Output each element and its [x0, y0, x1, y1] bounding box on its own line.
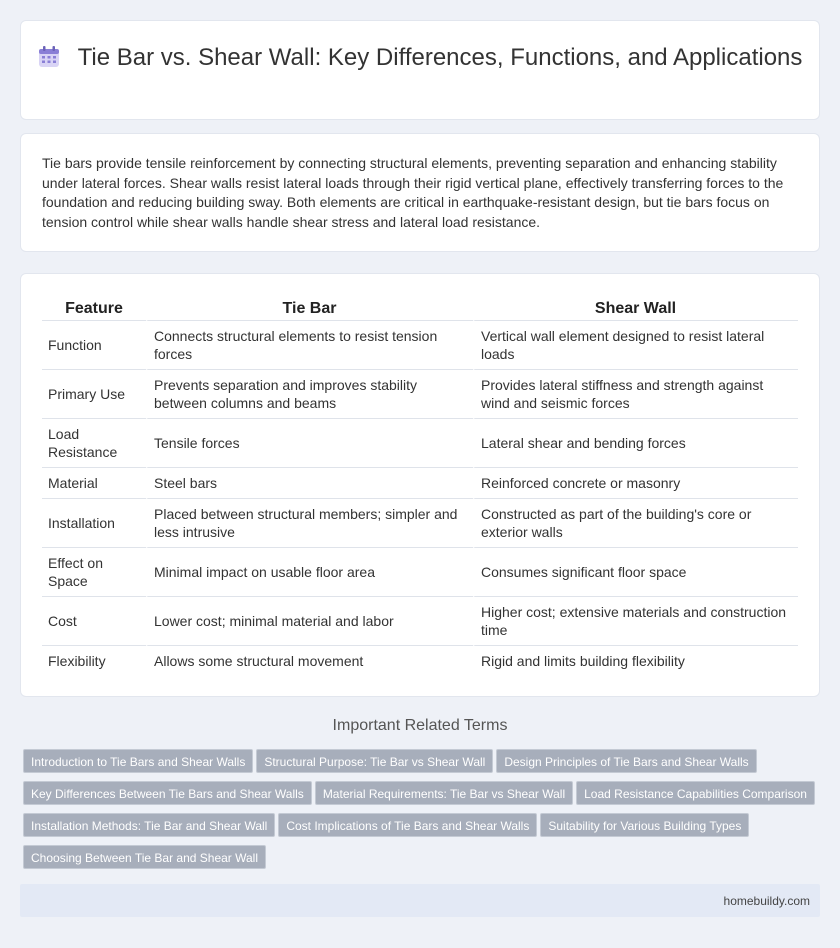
related-term-tag[interactable]: Choosing Between Tie Bar and Shear Wall	[23, 845, 266, 869]
row-tie-bar: Steel bars	[146, 467, 473, 498]
related-term-tag[interactable]: Cost Implications of Tie Bars and Shear Walls	[278, 813, 537, 837]
footer	[20, 884, 820, 917]
related-terms-tags	[23, 749, 823, 877]
related-term-tag[interactable]: Structural Purpose: Tie Bar vs Shear Wall	[256, 749, 493, 773]
comparison-table-card	[20, 273, 820, 697]
row-shear-wall: Constructed as part of the building's core or exterior walls	[473, 498, 798, 547]
row-tie-bar: Tensile forces	[146, 418, 473, 467]
page-title-wrap	[21, 43, 819, 72]
row-feature: Load Resistance	[42, 418, 146, 467]
row-shear-wall: Consumes significant floor space	[473, 547, 798, 596]
footer-site-link[interactable]: homebuildy.com	[723, 894, 810, 908]
table-row	[42, 498, 798, 547]
row-feature: Material	[42, 467, 146, 498]
related-terms-heading: Important Related Terms	[332, 717, 508, 734]
table-row	[42, 596, 798, 645]
row-tie-bar: Connects structural elements to resist tension forces	[146, 320, 473, 369]
row-feature: Primary Use	[42, 369, 146, 418]
page-title: Tie Bar vs. Shear Wall: Key Differences, Functions, and Applications	[77, 44, 803, 71]
header-shear-wall: Shear Wall	[594, 300, 677, 317]
row-feature: Function	[42, 320, 146, 369]
header-feature: Feature	[65, 300, 123, 317]
table-row	[42, 645, 798, 676]
table-row	[42, 467, 798, 498]
row-feature: Effect on Space	[42, 547, 146, 596]
header-tie-bar: Tie Bar	[282, 300, 337, 317]
table-row	[42, 369, 798, 418]
row-shear-wall: Rigid and limits building flexibility	[473, 645, 798, 676]
intro-card	[20, 133, 820, 252]
related-term-tag[interactable]: Introduction to Tie Bars and Shear Walls	[23, 749, 253, 773]
table-header-row	[42, 294, 798, 320]
intro-paragraph: Tie bars provide tensile reinforcement by connecting structural elements, preventing separation and enhancing stability under lateral forces. Shear walls resist lateral loads through their rigid vertical plane, effectively transferring forces to the foundation and reducing building sway. Both elements are critical in earthquake-resistant design, but tie bars focus on tension control while shear walls handle shear stress and lateral load resistance.	[42, 155, 784, 230]
row-shear-wall: Vertical wall element designed to resist lateral loads	[473, 320, 798, 369]
related-term-tag[interactable]: Design Principles of Tie Bars and Shear Walls	[496, 749, 756, 773]
related-term-tag[interactable]: Load Resistance Capabilities Comparison	[576, 781, 815, 805]
row-tie-bar: Placed between structural members; simpler and less intrusive	[146, 498, 473, 547]
row-shear-wall: Lateral shear and bending forces	[473, 418, 798, 467]
row-shear-wall: Reinforced concrete or masonry	[473, 467, 798, 498]
related-term-tag[interactable]: Installation Methods: Tie Bar and Shear Wall	[23, 813, 275, 837]
row-shear-wall: Higher cost; extensive materials and construction time	[473, 596, 798, 645]
row-tie-bar: Minimal impact on usable floor area	[146, 547, 473, 596]
table-row	[42, 418, 798, 467]
row-tie-bar: Allows some structural movement	[146, 645, 473, 676]
calendar-icon	[38, 46, 60, 68]
row-shear-wall: Provides lateral stiffness and strength against wind and seismic forces	[473, 369, 798, 418]
row-feature: Cost	[42, 596, 146, 645]
table-row	[42, 320, 798, 369]
row-tie-bar: Lower cost; minimal material and labor	[146, 596, 473, 645]
row-tie-bar: Prevents separation and improves stability between columns and beams	[146, 369, 473, 418]
table-row	[42, 547, 798, 596]
title-card	[20, 20, 820, 120]
comparison-table	[42, 294, 798, 676]
related-term-tag[interactable]: Suitability for Various Building Types	[540, 813, 749, 837]
related-term-tag[interactable]: Key Differences Between Tie Bars and Shear Walls	[23, 781, 312, 805]
row-feature: Flexibility	[42, 645, 146, 676]
related-term-tag[interactable]: Material Requirements: Tie Bar vs Shear Wall	[315, 781, 573, 805]
row-feature: Installation	[42, 498, 146, 547]
